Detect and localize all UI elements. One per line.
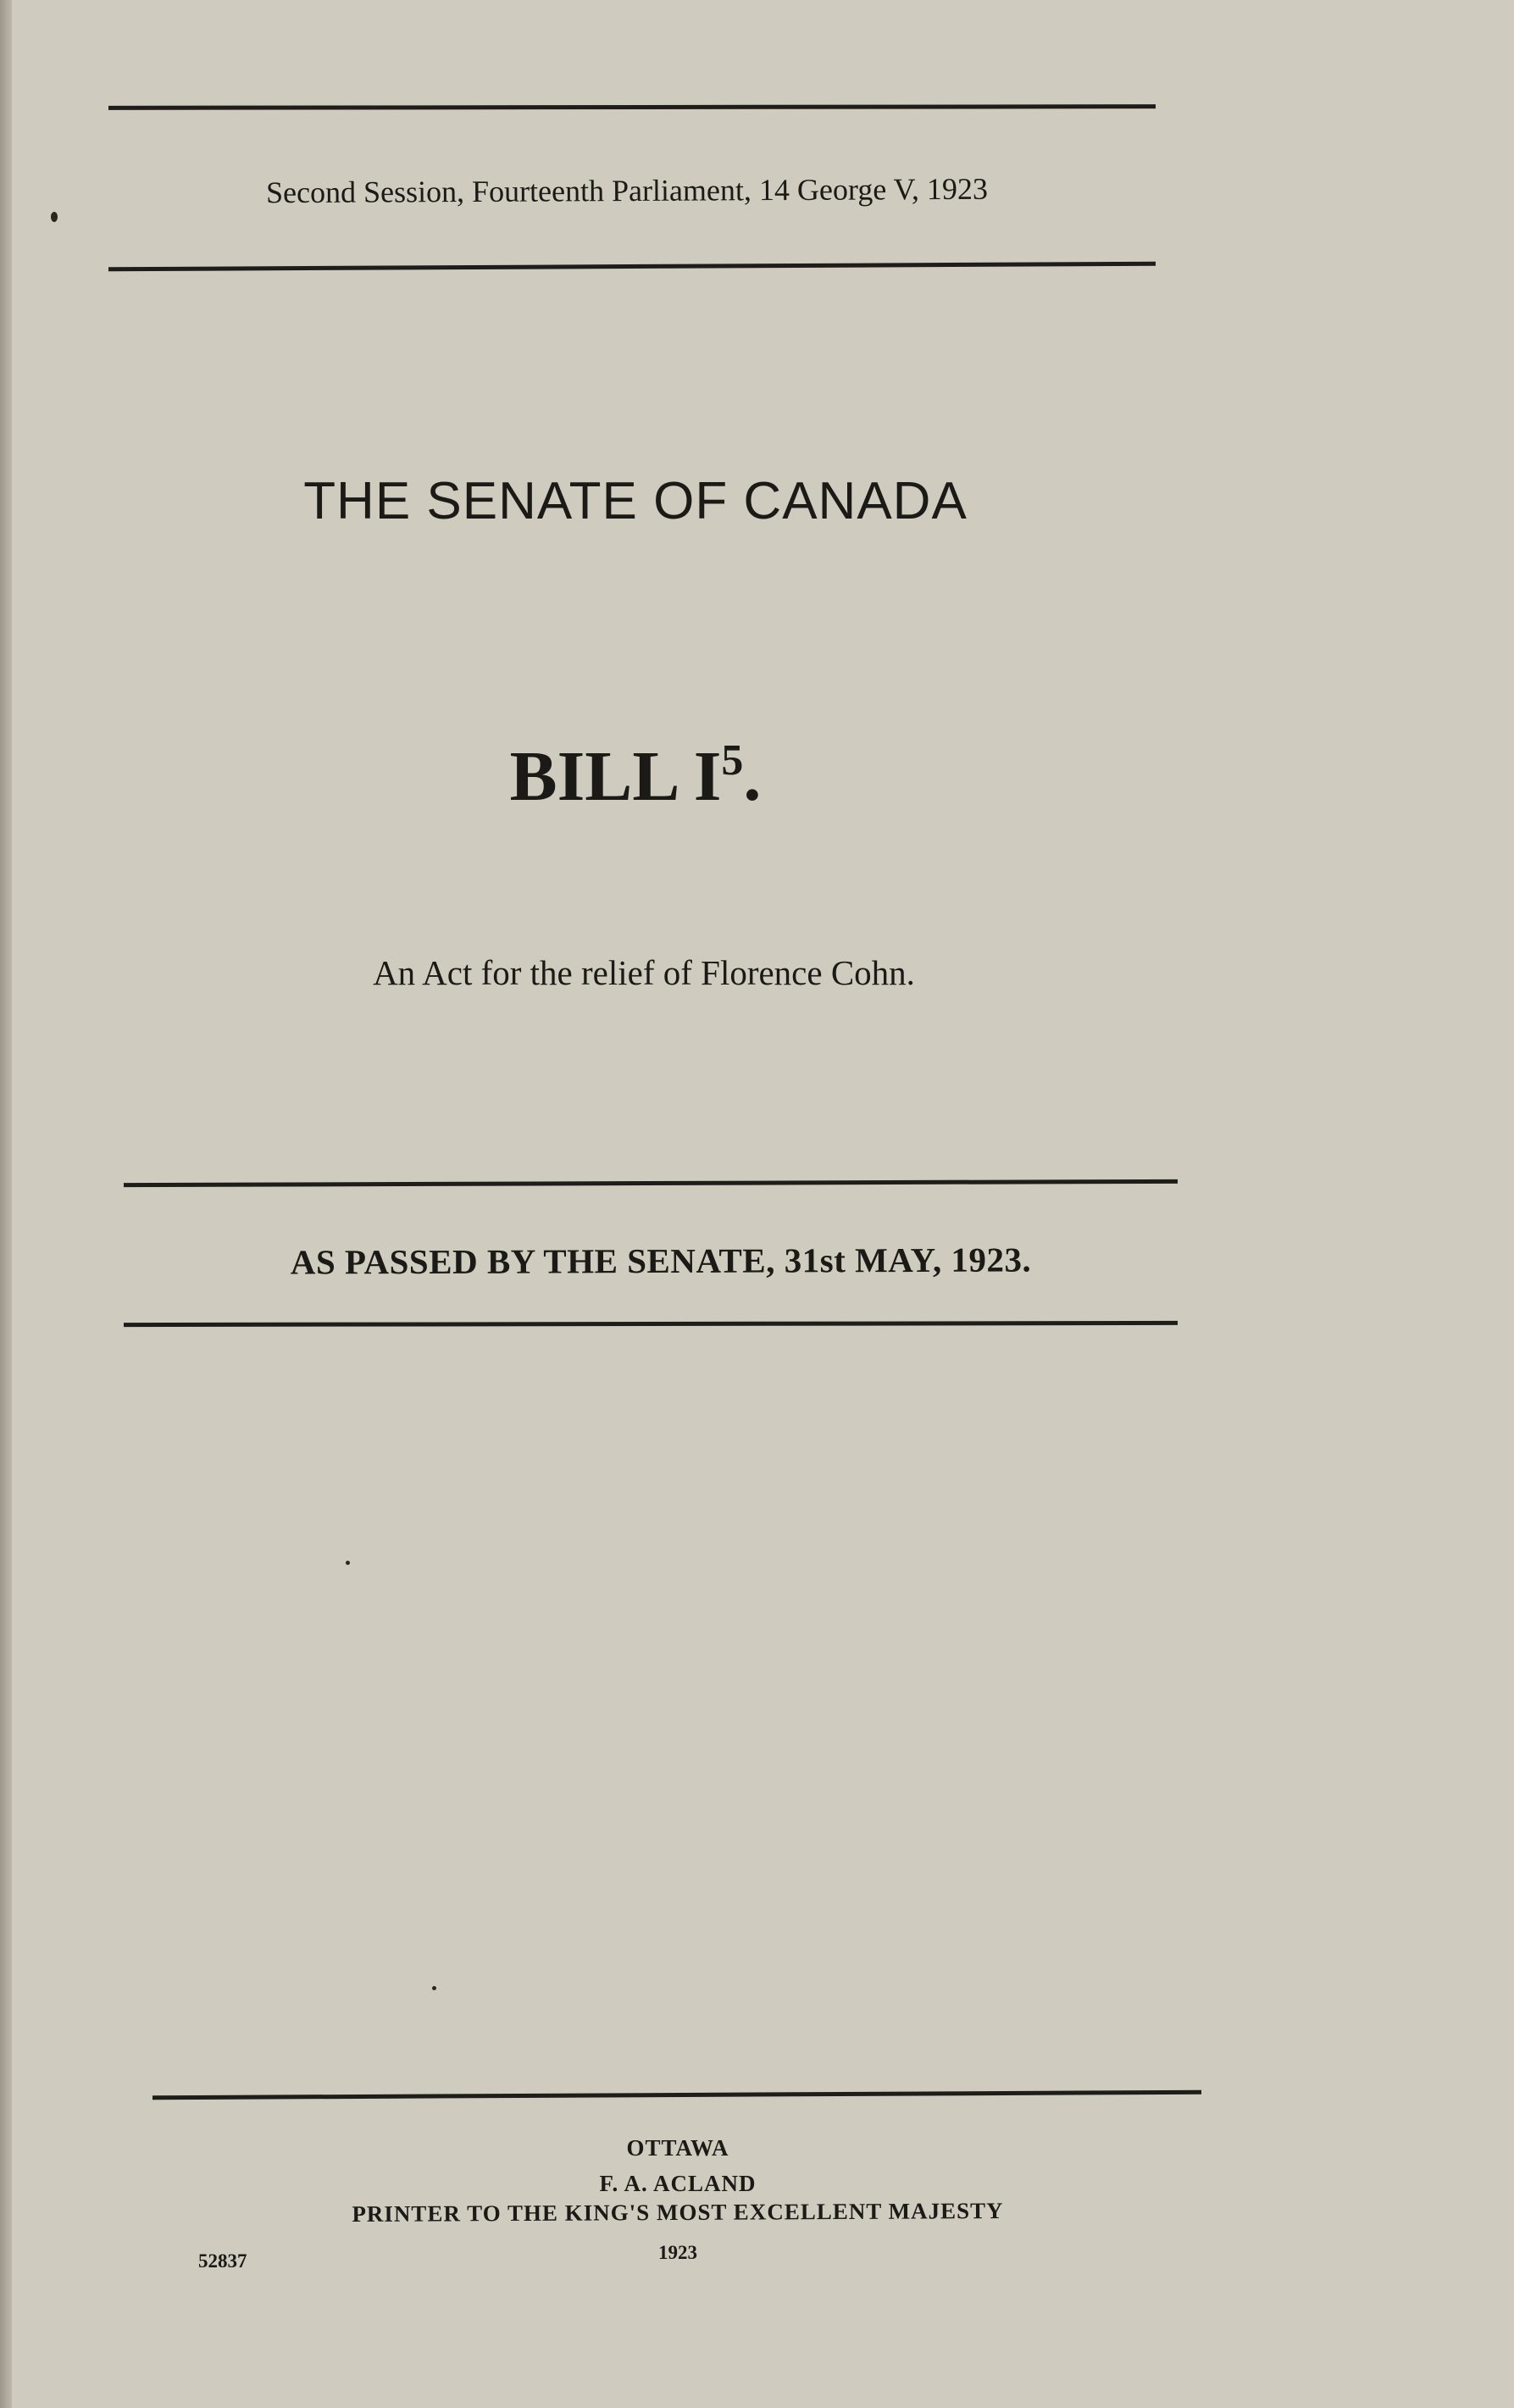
bill-superscript: 5: [721, 736, 744, 785]
senate-heading: THE SENATE OF CANADA: [303, 472, 968, 530]
ink-speck: [432, 1986, 436, 1990]
imprint-city: OTTAWA: [626, 2135, 729, 2161]
imprint-number: 52837: [198, 2250, 247, 2272]
act-title: An Act for the relief of Florence Cohn.: [373, 953, 915, 992]
imprint-rule: [153, 2090, 1201, 2100]
bill-period: .: [743, 737, 762, 816]
bill-number: [458, 735, 813, 818]
session-line: Second Session, Fourteenth Parliament, 14 George V, 1923: [265, 171, 989, 210]
passed-top-rule: [124, 1179, 1178, 1187]
ink-speck: [51, 212, 58, 222]
imprint-printer-title: PRINTER TO THE KING'S MOST EXCELLENT MAJESTY: [352, 2197, 1004, 2228]
bill-label: BILL I: [509, 737, 722, 816]
passed-bottom-rule: [124, 1321, 1178, 1327]
imprint-printer: F. A. ACLAND: [599, 2171, 757, 2196]
page-edge: [0, 0, 12, 2408]
ink-speck: [346, 1561, 350, 1565]
top-rule: [108, 104, 1156, 110]
header-bottom-rule: [108, 262, 1156, 271]
imprint-year: 1923: [658, 2242, 697, 2263]
passed-statement: AS PASSED BY THE SENATE, 31st MAY, 1923.: [290, 1240, 1032, 1282]
